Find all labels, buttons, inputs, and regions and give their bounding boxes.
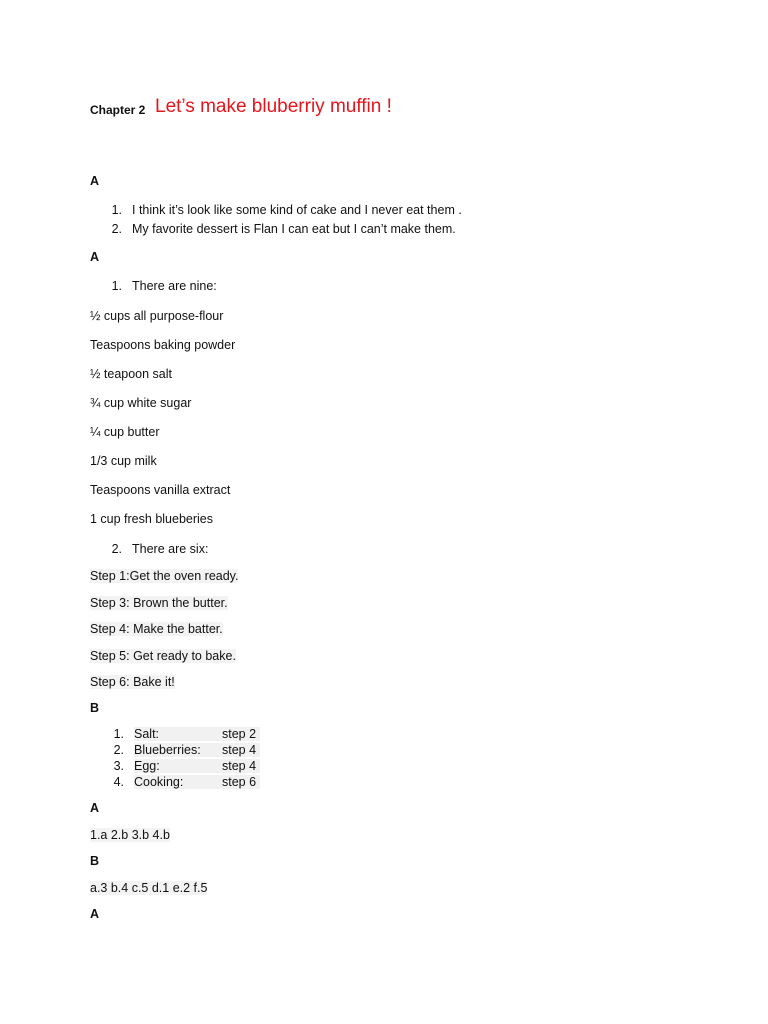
ingredient-line: 1/3 cup milk xyxy=(90,454,157,468)
answer-line: 1.a 2.b 3.b 4.b xyxy=(90,828,170,842)
list-text: My favorite dessert is Flan I can eat but I can’t make them. xyxy=(132,222,456,236)
ingredient-line: ¾ cup white sugar xyxy=(90,396,192,410)
list-number: 1. xyxy=(111,203,122,217)
list-item xyxy=(100,542,208,556)
list-item xyxy=(104,743,260,757)
ingredient-line: ½ cups all purpose-flour xyxy=(90,309,224,323)
list-label: Blueberries: xyxy=(134,743,222,757)
ingredient-line: ½ teapoon salt xyxy=(90,367,173,381)
list-item xyxy=(100,279,217,293)
list-step: step 2 xyxy=(222,727,260,741)
step-line: Step 6: Bake it! xyxy=(90,675,175,689)
list-item xyxy=(100,222,456,236)
list-item xyxy=(100,203,462,217)
list-step: step 6 xyxy=(222,775,260,789)
list-number: 1. xyxy=(113,727,124,741)
list-label: Cooking: xyxy=(134,775,222,789)
list-item xyxy=(104,759,260,773)
step-line: Step 3: Brown the butter. xyxy=(90,596,228,610)
step-line: Step 5: Get ready to bake. xyxy=(90,649,236,663)
ingredient-line: Teaspoons baking powder xyxy=(90,338,236,352)
section-heading-a: A xyxy=(90,250,100,264)
list-number: 4. xyxy=(113,775,124,789)
list-number: 1. xyxy=(111,279,122,293)
list-item xyxy=(104,775,260,789)
section-heading-b: B xyxy=(90,854,100,868)
list-label: Salt: xyxy=(134,727,222,741)
ingredient-line: 1 cup fresh blueberies xyxy=(90,512,213,526)
list-number: 2. xyxy=(113,743,124,757)
list-step: step 4 xyxy=(222,759,260,773)
step-line: Step 1:Get the oven ready. xyxy=(90,569,239,583)
chapter-label: Chapter 2 xyxy=(90,103,146,117)
ingredient-line: Teaspoons vanilla extract xyxy=(90,483,231,497)
section-heading-a: A xyxy=(90,801,100,815)
answer-line: a.3 b.4 c.5 d.1 e.2 f.5 xyxy=(90,881,208,895)
page-title: Let’s make bluberriy muffin ! xyxy=(155,96,392,117)
list-text: There are six: xyxy=(132,542,209,556)
section-heading-a: A xyxy=(90,174,100,188)
step-line: Step 4: Make the batter. xyxy=(90,622,223,636)
list-label: Egg: xyxy=(134,759,222,773)
list-number: 2. xyxy=(111,222,122,236)
list-number: 2. xyxy=(111,542,122,556)
list-text: There are nine: xyxy=(132,279,217,293)
list-step: step 4 xyxy=(222,743,260,757)
list-number: 3. xyxy=(113,759,124,773)
section-heading-b: B xyxy=(90,701,100,715)
list-item xyxy=(104,727,260,741)
section-heading-a: A xyxy=(90,907,100,921)
ingredient-line: ¼ cup butter xyxy=(90,425,160,439)
list-text: I think it’s look like some kind of cake and I never eat them . xyxy=(132,203,462,217)
